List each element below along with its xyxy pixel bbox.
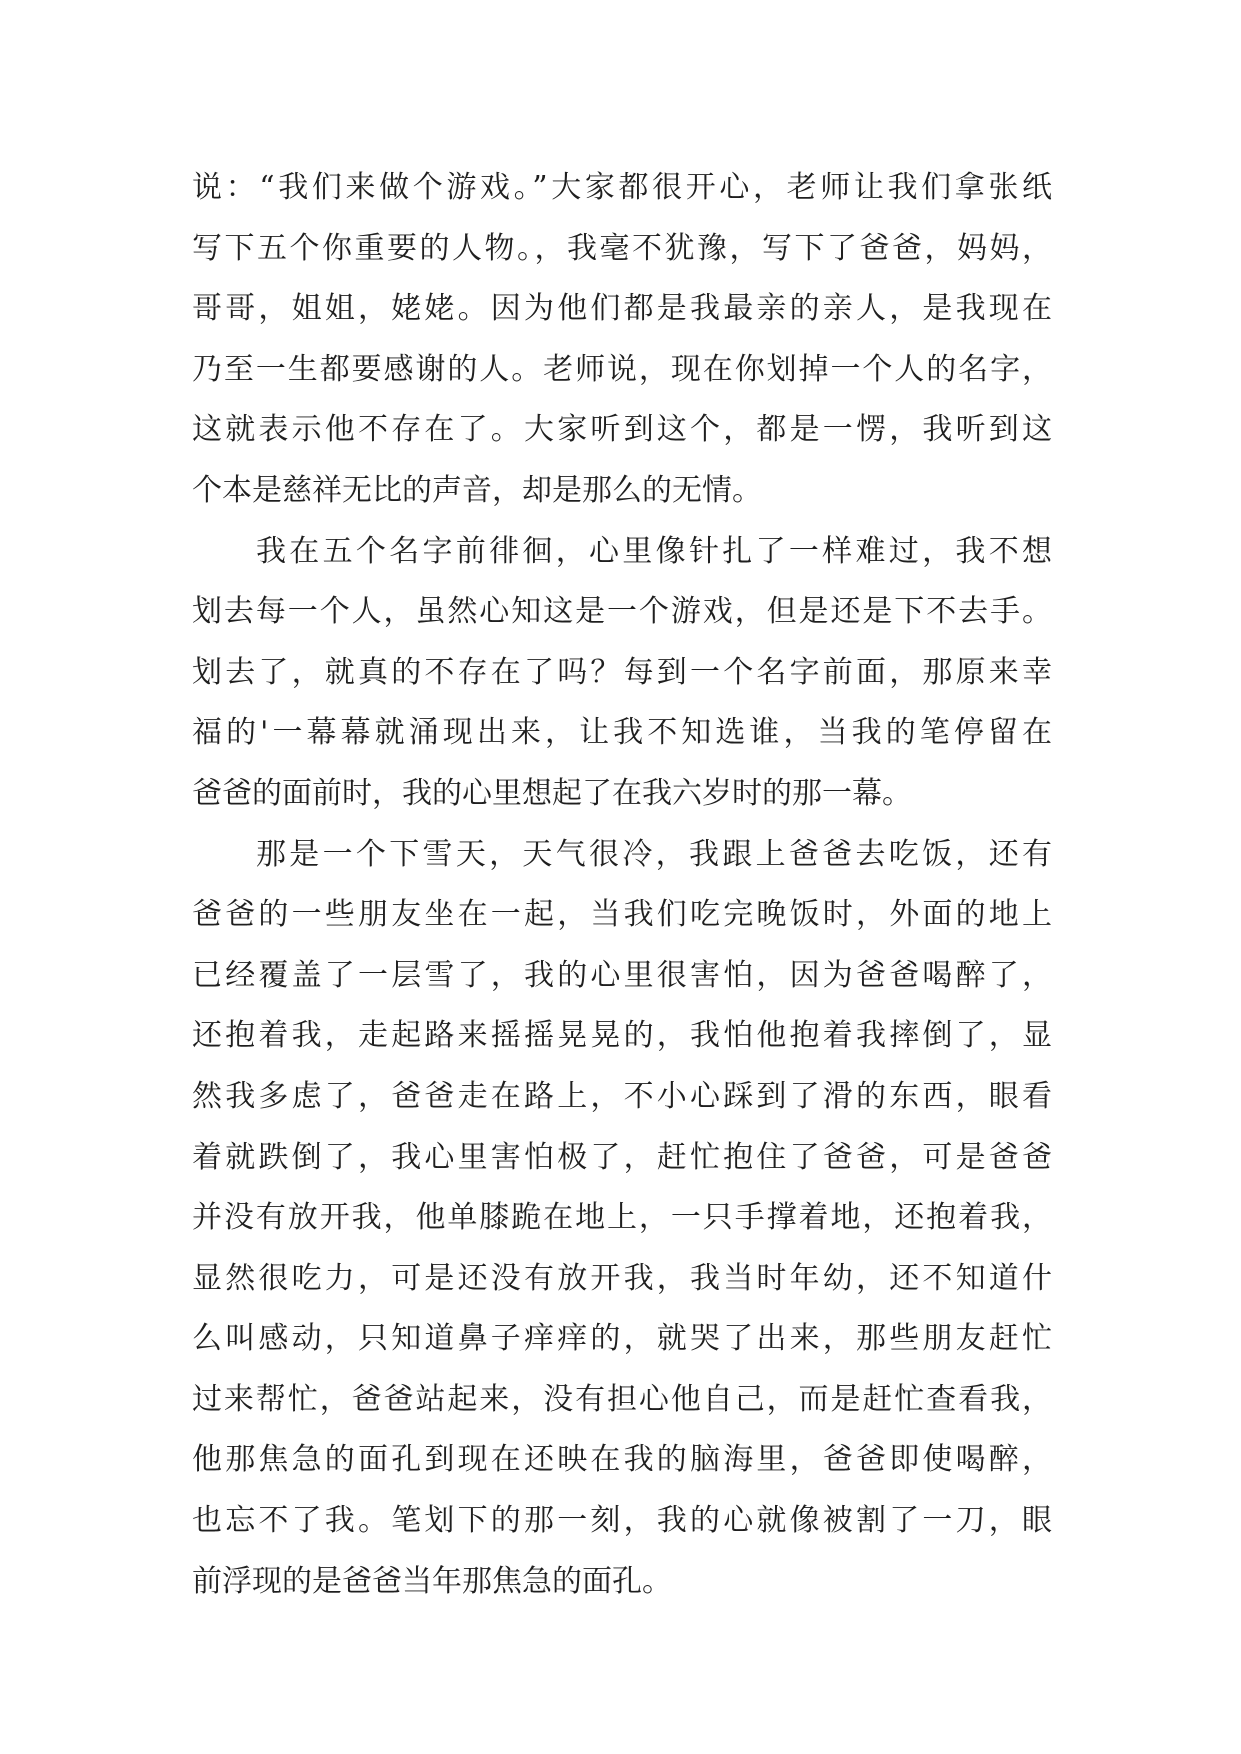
text-line: 他那焦急的面孔到现在还映在我的脑海里，爸爸即使喝醉， <box>192 1442 1052 1478</box>
text-line: 说：“我们来做个游戏。”大家都很开心，老师让我们拿张纸 <box>192 170 1052 205</box>
paragraph-first-line: 那是一个下雪天，天气很冷，我跟上爸爸去吃饭，还有 <box>256 836 1052 872</box>
text-line: 过来帮忙，爸爸站起来，没有担心他自己，而是赶忙查看我， <box>192 1381 1052 1417</box>
text-line: 还抱着我，走起路来摇摇晃晃的，我怕他抱着我摔倒了，显 <box>192 1018 1052 1054</box>
text-line: 么叫感动，只知道鼻子痒痒的，就哭了出来，那些朋友赶忙 <box>192 1321 1052 1357</box>
text-line: 已经覆盖了一层雪了，我的心里很害怕，因为爸爸喝醉了， <box>192 957 1052 993</box>
text-line: 这就表示他不存在了。大家听到这个，都是一愣，我听到这 <box>192 412 1052 448</box>
text-line: 前浮现的是爸爸当年那焦急的面孔。 <box>192 1563 672 1599</box>
text-line: 划去了，就真的不存在了吗？每到一个名字前面，那原来幸 <box>192 654 1052 690</box>
text-line: 然我多虑了，爸爸走在路上，不小心踩到了滑的东西，眼看 <box>192 1078 1052 1114</box>
text-line: 也忘不了我。笔划下的那一刻，我的心就像被割了一刀，眼 <box>192 1503 1052 1539</box>
text-line: 着就跌倒了，我心里害怕极了，赶忙抱住了爸爸，可是爸爸 <box>192 1139 1052 1175</box>
text-line: 乃至一生都要感谢的人。老师说，现在你划掉一个人的名字， <box>192 351 1052 387</box>
text-line: 写下五个你重要的人物。，我毫不犹豫，写下了爸爸，妈妈， <box>192 230 1052 266</box>
paragraph-first-line: 我在五个名字前徘徊，心里像针扎了一样难过，我不想 <box>256 533 1052 569</box>
text-line: 爸爸的一些朋友坐在一起，当我们吃完晚饭时，外面的地上 <box>192 897 1052 933</box>
body-text <box>192 158 1052 1612</box>
text-line: 个本是慈祥无比的声音，却是那么的无情。 <box>192 472 762 508</box>
text-line: 福的'一幕幕就涌现出来，让我不知选谁，当我的笔停留在 <box>192 715 1052 751</box>
text-line: 并没有放开我，他单膝跪在地上，一只手撑着地，还抱着我， <box>192 1200 1052 1236</box>
text-line: 爸爸的面前时，我的心里想起了在我六岁时的那一幕。 <box>192 775 912 811</box>
text-line: 哥哥，姐姐，姥姥。因为他们都是我最亲的亲人，是我现在 <box>192 291 1052 327</box>
text-line: 划去每一个人，虽然心知这是一个游戏，但是还是下不去手。 <box>192 594 1052 630</box>
text-line: 显然很吃力，可是还没有放开我，我当时年幼，还不知道什 <box>192 1260 1052 1296</box>
